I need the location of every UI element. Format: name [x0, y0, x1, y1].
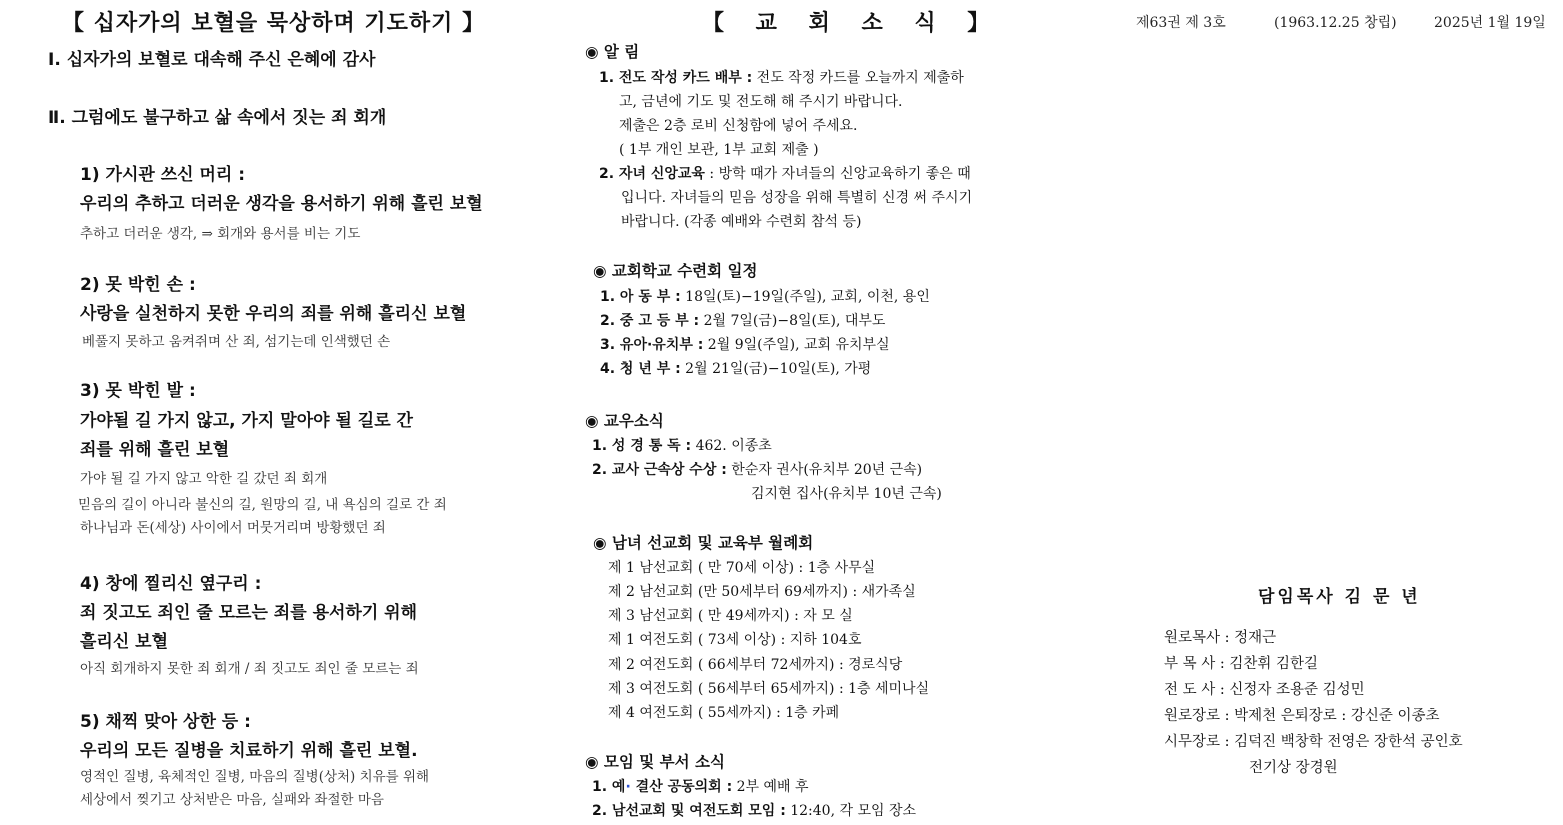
point-4-title-line2: 흘리신 보혈 [80, 632, 169, 652]
mission-row [608, 678, 929, 698]
church-news-title: 【 교 회 소 식 】 [702, 11, 1002, 36]
retreat-item [600, 310, 885, 330]
retreat-item-text: 18일(토)−19일(주일), 교회, 이천, 용인 [680, 289, 930, 305]
mission-row [608, 557, 875, 577]
staff-line: 전 도 사 : 신정자 조용준 김성민 [1164, 682, 1365, 698]
group-item-1-label-rest: 결산 공동의회 : [630, 779, 733, 795]
point-2-heading: 2) 못 박힌 손 : [80, 275, 196, 295]
members-item-1 [592, 435, 772, 455]
members-news-heading: ◉ 교우소식 [585, 412, 664, 430]
point-3-desc-line2: 믿음의 길이 아니라 불신의 길, 원망의 길, 내 욕심의 길로 간 죄 [78, 497, 447, 513]
notice-item-1-line4: ( 1부 개인 보관, 1부 교회 제출 ) [619, 142, 819, 158]
staff-line: 원로목사 : 정재근 [1164, 630, 1277, 646]
mission-name: 제 4 여전도회 [608, 705, 694, 721]
mission-name: 제 1 여전도회 [608, 632, 694, 648]
mission-name: 제 2 남선교회 [608, 584, 694, 600]
point-5-heading: 5) 채찍 맞아 상한 등 : [80, 712, 251, 732]
notice-item-2-label: 2. 자녀 신앙교육 [599, 166, 705, 182]
notice-item-1-label: 1. 전도 작성 카드 배부 : [599, 70, 753, 86]
mission-name: 제 3 남선교회 [608, 608, 694, 624]
retreat-item [600, 286, 930, 306]
retreat-item [600, 334, 890, 354]
mission-row [608, 654, 902, 674]
point-1-desc: 추하고 더러운 생각, ⇒ 회개와 용서를 비는 기도 [80, 226, 361, 242]
staff-line: 원로장로 : 박제천 은퇴장로 : 강신준 이종초 [1164, 708, 1440, 724]
members-item-1-text: 462. 이종초 [691, 438, 772, 454]
retreat-heading: ◉ 교회학교 수련회 일정 [593, 262, 758, 280]
point-5-desc-line2: 세상에서 찢기고 상처받은 마음, 실패와 좌절한 마음 [80, 792, 384, 808]
retreat-item-label: 3. 유아·유치부 : [600, 337, 704, 353]
retreat-item [600, 358, 871, 378]
mission-place: : 자 모 실 [794, 608, 853, 624]
mission-condition: ( 만 49세까지) [697, 608, 790, 624]
notice-item-2-text: : 방학 때가 자녀들의 신앙교육하기 좋은 때 [704, 166, 971, 182]
notice-item-2-line3: 바랍니다. (각종 예배와 수련회 참석 등) [621, 214, 862, 230]
mission-place: : 경로식당 [838, 657, 903, 673]
point-3-heading: 3) 못 박힌 발 : [80, 381, 196, 401]
members-item-2 [592, 459, 922, 479]
point-3-desc-line1: 가야 될 길 가지 않고 악한 길 갔던 죄 회개 [80, 471, 328, 487]
point-4-title-line1: 죄 짓고도 죄인 줄 모르는 죄를 용서하기 위해 [80, 603, 418, 623]
group-item-2-text: 12:40, 각 모임 장소 [785, 803, 917, 819]
mission-place: : 새가족실 [852, 584, 916, 600]
retreat-item-text: 2월 7일(금)−8일(토), 대부도 [699, 313, 886, 329]
mission-row [608, 581, 916, 601]
point-1-heading: 1) 가시관 쓰신 머리 : [80, 165, 246, 185]
section-1-heading: Ⅰ. 십자가의 보혈로 대속해 주신 은혜에 감사 [48, 50, 376, 70]
point-1-title: 우리의 추하고 더러운 생각을 용서하기 위해 흘린 보혈 [80, 194, 483, 214]
group-item-2-label: 2. 남선교회 및 여전도회 모임 : [592, 803, 786, 819]
notice-item-2 [599, 163, 971, 183]
retreat-item-label: 1. 아 동 부 : [600, 289, 681, 305]
mission-condition: ( 56세부터 65세까지) [697, 681, 835, 697]
mission-name: 제 2 여전도회 [608, 657, 694, 673]
notice-item-2-line2: 입니다. 자녀들의 믿음 성장을 위해 특별히 신경 써 주시기 [621, 190, 973, 206]
point-5-title: 우리의 모든 질병을 치료하기 위해 흘린 보혈. [80, 741, 418, 761]
senior-pastor: 담임목사 김 문 년 [1258, 587, 1421, 607]
group-item-1-text: 2부 예배 후 [732, 779, 809, 795]
mission-condition: (만 50세부터 69세까지) [697, 584, 849, 600]
retreat-item-text: 2월 21일(금)−10일(토), 가평 [680, 361, 872, 377]
meditation-title: 【 십자가의 보혈을 묵상하며 기도하기 】 [62, 11, 486, 36]
retreat-item-label: 2. 중 고 등 부 : [600, 313, 700, 329]
members-item-1-label: 1. 성 경 통 독 : [592, 438, 692, 454]
group-item-1-label: 1. 예 [592, 779, 626, 795]
notice-item-1-line3: 제출은 2층 로비 신청함에 넣어 주세요. [619, 118, 858, 134]
point-4-heading: 4) 창에 찔리신 옆구리 : [80, 574, 262, 594]
mission-place: : 1층 세미나실 [838, 681, 930, 697]
notice-item-1-line2: 고, 금년에 기도 및 전도해 해 주시기 바랍니다. [619, 94, 903, 110]
mission-condition: ( 66세부터 72세까지) [697, 657, 835, 673]
members-item-2-label: 2. 교사 근속상 수상 : [592, 462, 727, 478]
mission-row [608, 702, 839, 722]
bulletin-date: 2025년 1월 19일 [1434, 15, 1546, 31]
mission-condition: ( 73세 이상) [697, 632, 777, 648]
group-news-heading: ◉ 모임 및 부서 소식 [585, 753, 725, 771]
staff-line: 부 목 사 : 김찬휘 김한길 [1164, 656, 1318, 672]
retreat-item-label: 4. 청 년 부 : [600, 361, 681, 377]
point-2-title: 사랑을 실천하지 못한 우리의 죄를 위해 흘리신 보혈 [80, 304, 467, 324]
founding-date: (1963.12.25 창립) [1274, 15, 1397, 31]
mission-name: 제 1 남선교회 [608, 560, 694, 576]
mission-name: 제 3 여전도회 [608, 681, 694, 697]
staff-line: 시무장로 : 김덕진 백창학 전영은 장한석 공인호 [1164, 734, 1463, 750]
mission-row [608, 605, 853, 625]
mission-place: : 지하 104호 [780, 632, 862, 648]
notice-heading: ◉ 알 림 [585, 43, 640, 61]
retreat-item-text: 2월 9일(주일), 교회 유치부실 [703, 337, 890, 353]
point-2-desc: 베풀지 못하고 움켜쥐며 산 죄, 섬기는데 인색했던 손 [82, 334, 391, 350]
mission-condition: ( 55세까지) [697, 705, 772, 721]
members-item-2-line2: 김지현 집사(유치부 10년 근속) [751, 486, 942, 502]
point-3-title-line2: 죄를 위해 흘린 보혈 [80, 440, 230, 460]
point-3-title-line1: 가야될 길 가지 않고, 가지 말아야 될 길로 간 [80, 411, 413, 431]
notice-item-1 [599, 67, 964, 87]
point-4-desc: 아직 회개하지 못한 죄 회개 / 죄 짓고도 죄인 줄 모르는 죄 [80, 661, 419, 677]
notice-item-1-text: 전도 작정 카드를 오늘까지 제출하 [752, 70, 964, 86]
group-item-1 [592, 776, 809, 796]
mission-place: : 1층 사무실 [798, 560, 876, 576]
mission-place: : 1층 카페 [776, 705, 840, 721]
members-item-2-text: 한순자 권사(유치부 20년 근속) [726, 462, 923, 478]
mission-row [608, 629, 861, 649]
mission-meeting-heading: ◉ 남녀 선교회 및 교육부 월례회 [593, 534, 814, 552]
group-item-1-dot: · [625, 779, 631, 795]
group-item-2 [592, 800, 916, 820]
volume-number: 제63권 제 3호 [1136, 15, 1226, 31]
mission-condition: ( 만 70세 이상) [697, 560, 795, 576]
staff-line-continued: 전기상 장경원 [1249, 760, 1338, 776]
point-3-desc-line3: 하나님과 돈(세상) 사이에서 머뭇거리며 방황했던 죄 [80, 520, 386, 536]
point-5-desc-line1: 영적인 질병, 육체적인 질병, 마음의 질병(상처) 치유를 위해 [80, 769, 430, 785]
section-2-heading: Ⅱ. 그럼에도 불구하고 삶 속에서 짓는 죄 회개 [48, 108, 387, 128]
